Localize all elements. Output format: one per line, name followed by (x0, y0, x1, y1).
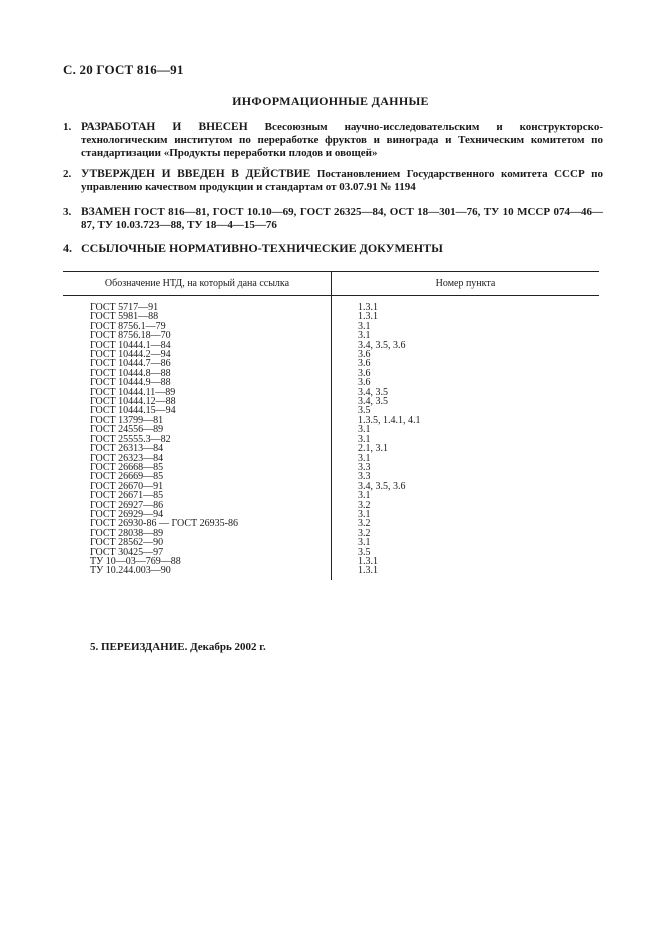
section-developed (63, 121, 603, 160)
clause-number-cell: 1.3.1 (358, 555, 378, 567)
document-designation-cell: ГОСТ 26313—84 (63, 444, 332, 453)
section-number: 2. (63, 168, 72, 180)
references-table-body (63, 296, 599, 580)
clause-number-cell: 1.3.1 (358, 311, 378, 323)
clause-number-cell: 3.4, 3.5 (358, 396, 388, 408)
document-designation-cell: ГОСТ 25555.3—82 (63, 435, 332, 444)
clause-number-cell: 3.1 (358, 330, 371, 342)
section-lead: УТВЕРЖДЕН И ВВЕДЕН В ДЕЙСТВИЕ (81, 168, 311, 180)
section-number: 1. (63, 121, 72, 133)
clause-number-cell: 3.6 (358, 358, 371, 370)
section-text: Постановлением Государственного комитета СССР по управлению качеством продукции и стандартам от 03.07.91 № 1194 (81, 168, 603, 193)
document-designation-cell: ГОСТ 10444.9—88 (63, 378, 332, 387)
document-designation-cell: ТУ 10.244.003—90 (63, 566, 332, 579)
document-designation-cell: ГОСТ 10444.15—94 (63, 406, 332, 415)
document-designation-cell: ГОСТ 8756.1—79 (63, 322, 332, 331)
section-body (81, 206, 603, 232)
table-row (63, 566, 599, 579)
clause-number-cell: 3.1 (358, 537, 371, 549)
section-text: Всесоюзным научно-исследовательским и конструкторско-технологическим институтом по переработке фруктов и винограда и Техническим комитетом по стандартизации «Продукты переработки плодов и овощей» (81, 121, 603, 159)
section-lead: ВЗАМЕН (81, 206, 131, 218)
document-designation-cell: ТУ 10—03—769—88 (63, 557, 332, 566)
document-designation-cell: ГОСТ 8756.18—70 (63, 331, 332, 340)
document-designation-cell: ГОСТ 30425—97 (63, 548, 332, 557)
section-number: 4. (63, 241, 72, 255)
table-header-row (63, 272, 599, 296)
clause-number-cell: 3.2 (358, 527, 371, 539)
section-lead: ССЫЛОЧНЫЕ НОРМАТИВНО-ТЕХНИЧЕСКИЕ ДОКУМЕНТЫ (81, 241, 443, 255)
clause-number-cell: 2.1, 3.1 (358, 443, 388, 455)
clause-number-cell: 3.6 (358, 367, 371, 379)
document-designation-cell: ГОСТ 26927—86 (63, 501, 332, 510)
document-designation-cell: ГОСТ 10444.8—88 (63, 369, 332, 378)
document-designation-cell: ГОСТ 24556—89 (63, 425, 332, 434)
clause-number-cell: 3.1 (358, 320, 371, 332)
clause-number-cell: 3.2 (358, 518, 371, 530)
document-designation-cell: ГОСТ 10444.1—84 (63, 341, 332, 350)
column-header-document: Обозначение НТД, на который дана ссылка (63, 272, 332, 296)
clause-number-cell: 3.1 (358, 424, 371, 436)
document-designation-cell: ГОСТ 5717—91 (63, 296, 332, 313)
references-table (63, 271, 599, 580)
section-references (63, 242, 603, 255)
document-designation-cell: ГОСТ 28038—89 (63, 529, 332, 538)
document-designation-cell: ГОСТ 13799—81 (63, 416, 332, 425)
page-title: ИНФОРМАЦИОННЫЕ ДАННЫЕ (232, 94, 429, 108)
document-designation-cell: ГОСТ 10444.7—86 (63, 359, 332, 368)
clause-number-cell: 3.6 (358, 349, 371, 361)
clause-number-cell: 3.2 (358, 499, 371, 511)
document-designation-cell: ГОСТ 10444.12—88 (63, 397, 332, 406)
document-designation-cell: ГОСТ 26930-86 — ГОСТ 26935-86 (63, 519, 332, 528)
clause-number-cell: 3.3 (358, 471, 371, 483)
section-lead: РАЗРАБОТАН И ВНЕСЕН (81, 121, 248, 133)
section-text: ГОСТ 816—81, ГОСТ 10.10—69, ГОСТ 26325—84, ОСТ 18—301—76, ТУ 10 МССР 074—46—87, ТУ 10.03.723—88, ТУ 18—4—15—76 (81, 206, 604, 231)
section-replaces (63, 206, 603, 232)
document-designation-cell: ГОСТ 26670—91 (63, 482, 332, 491)
clause-number-cell: 3.4, 3.5, 3.6 (358, 339, 406, 351)
document-designation-cell: ГОСТ 5981—88 (63, 312, 332, 321)
clause-number-cell: 3.5 (358, 405, 371, 417)
clause-number-cell: 3.4, 3.5, 3.6 (358, 480, 406, 492)
document-designation-cell: ГОСТ 28562—90 (63, 538, 332, 547)
document-designation-cell: ГОСТ 26323—84 (63, 454, 332, 463)
document-designation-cell: ГОСТ 26668—85 (63, 463, 332, 472)
clause-number-cell: 1.3.1 (358, 302, 378, 313)
clause-number-cell: 1.3.1 (358, 565, 378, 577)
document-designation-cell: ГОСТ 26671—85 (63, 491, 332, 500)
clause-number-cell: 3.6 (358, 377, 371, 389)
clause-number-cell: 3.3 (358, 461, 371, 473)
document-designation-cell: ГОСТ 10444.11—89 (63, 388, 332, 397)
clause-number-cell: 3.1 (358, 433, 371, 445)
clause-number-cell: 1.3.5, 1.4.1, 4.1 (358, 414, 421, 426)
section-body (81, 242, 603, 255)
column-header-clause: Номер пункта (332, 272, 600, 296)
document-designation-cell: ГОСТ 10444.2—94 (63, 350, 332, 359)
document-designation-cell: ГОСТ 26669—85 (63, 472, 332, 481)
clause-number-cell: 3.4, 3.5 (358, 386, 388, 398)
clause-number-cell: 3.1 (358, 490, 371, 502)
section-body (81, 168, 603, 194)
section-reissue: 5. ПЕРЕИЗДАНИЕ. Декабрь 2002 г. (90, 641, 266, 653)
document-designation-cell: ГОСТ 26929—94 (63, 510, 332, 519)
page-header: С. 20 ГОСТ 816—91 (63, 62, 184, 77)
clause-number-cell: 3.5 (358, 546, 371, 558)
clause-number-cell: 3.1 (358, 508, 371, 520)
table-row (63, 296, 599, 313)
section-number: 3. (63, 206, 72, 218)
section-approved (63, 168, 603, 194)
clause-number-cell: 3.1 (358, 452, 371, 464)
section-body (81, 121, 603, 160)
